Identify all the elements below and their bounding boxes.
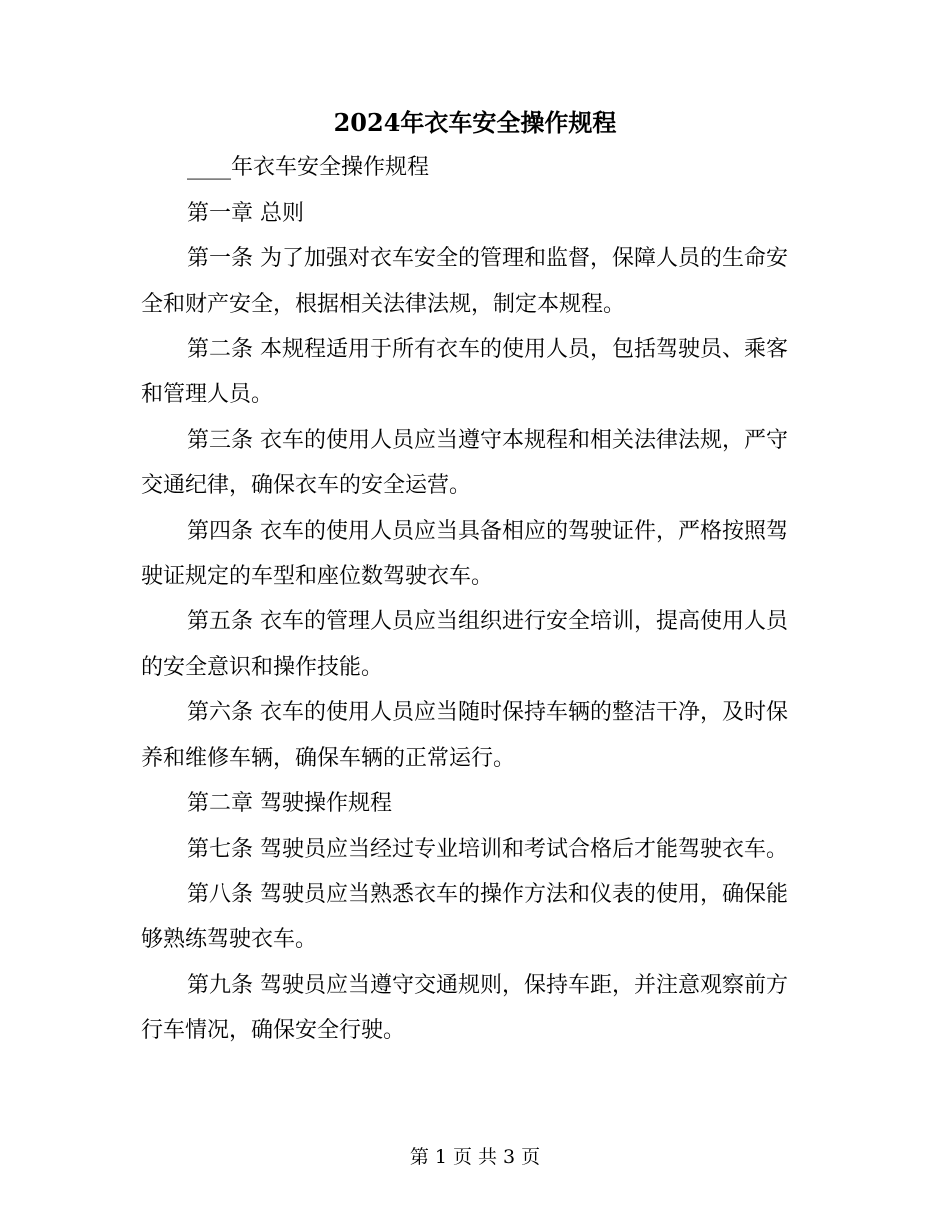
document-title: 2024年衣车安全操作规程 — [333, 108, 617, 137]
chapter-heading-2: 第二章 驾驶操作规程 — [187, 791, 392, 817]
paragraph-subtitle: ____年衣车安全操作规程 — [187, 155, 430, 181]
article-8: 第八条 驾驶员应当熟悉衣车的操作方法和仪表的使用，确保能够熟练驾驶衣车。 — [141, 881, 788, 953]
article-4: 第四条 衣车的使用人员应当具备相应的驾驶证件，严格按照驾驶证规定的车型和座位数驾驶衣车。 — [141, 518, 788, 590]
page-footer: 第 1 页 共 3 页 — [409, 1146, 541, 1168]
chapter-heading-1: 第一章 总则 — [187, 200, 304, 226]
document-body — [141, 100, 809, 1054]
article-2: 第二条 本规程适用于所有衣车的使用人员，包括驾驶员、乘客和管理人员。 — [141, 337, 788, 408]
article-3: 第三条 衣车的使用人员应当遵守本规程和相关法律法规，严守交通纪律，确保衣车的安全运营。 — [141, 427, 788, 499]
article-9: 第九条 驾驶员应当遵守交通规则，保持车距，并注意观察前方行车情况，确保安全行驶。 — [141, 972, 788, 1044]
article-7: 第七条 驾驶员应当经过专业培训和考试合格后才能驾驶衣车。 — [187, 836, 788, 862]
article-1: 第一条 为了加强对衣车安全的管理和监督，保障人员的生命安全和财产安全，根据相关法律法规，制定本规程。 — [141, 246, 788, 317]
article-5: 第五条 衣车的管理人员应当组织进行安全培训，提高使用人员的安全意识和操作技能。 — [141, 609, 788, 680]
article-6: 第六条 衣车的使用人员应当随时保持车辆的整洁干净，及时保养和维修车辆，确保车辆的正常运行。 — [141, 700, 788, 771]
